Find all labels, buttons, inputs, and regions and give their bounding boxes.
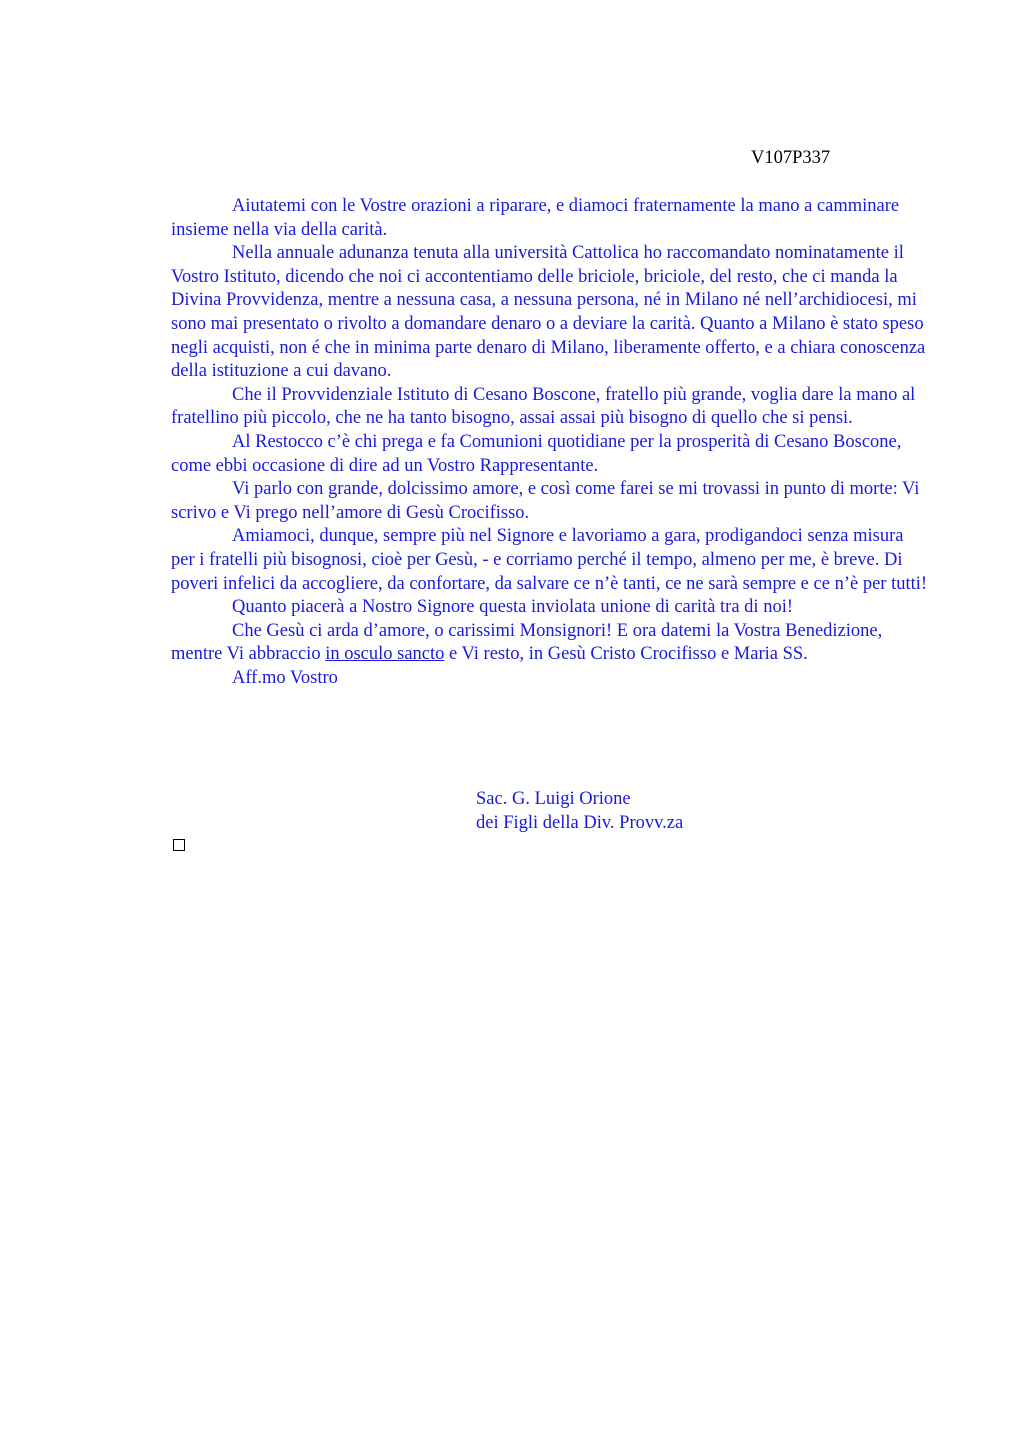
signature-title: dei Figli della Div. Provv.za [476, 812, 684, 833]
signature-name: Sac. G. Luigi Orione [476, 789, 631, 809]
empty-checkbox-icon [173, 839, 185, 851]
paragraph-2: Nella annuale adunanza tenuta alla università Cattolica ho raccomandato nominatamente il Vostro Istituto, dicendo che noi ci accontentiamo delle briciole, briciole, del resto, che ci manda la Divina Provvidenza, mentre a nessuna casa, a nessuna persona, né in Milano né nell’archidiocesi, mi sono mai presentato o rivolto a domandare denaro o a deviare la carità. Quanto a Milano è stato speso negli acquisti, non é che in minima parte denaro di Milano, liberamente offerto, e a chiara conoscenza della istituzione a cui davano. [171, 243, 926, 382]
closing-text-after: e Vi resto, in Gesù Cristo Crocifisso e Maria SS. [444, 644, 808, 665]
signature-block [476, 788, 683, 835]
closing-text-before: Che Gesù ci arda d’amore, o carissimi Monsignori! E ora datemi la Vostra Benedizione, mentre Vi abbraccio [171, 620, 883, 665]
letter-body [171, 195, 929, 690]
paragraph-7: Quanto piacerà a Nostro Signore questa inviolata unione di carità tra di noi! [232, 597, 793, 618]
paragraph-6: Amiamoci, dunque, sempre più nel Signore e lavoriamo a gara, prodigandoci senza misura per i fratelli più bisognosi, cioè per Gesù, - e corriamo perché il tempo, almeno per me, è breve. Di poveri infelici da accogliere, da confortare, da salvare ce n’è tanti, ce ne sarà sempre e ce n’è per tutti! [171, 526, 928, 594]
valediction: Aff.mo Vostro [232, 667, 338, 688]
reference-code: V107P337 [751, 148, 831, 168]
paragraph-4: Al Restocco c’è chi prega e fa Comunioni quotidiane per la prosperità di Cesano Boscone, come ebbi occasione di dire ad un Vostro Rappresentante. [171, 431, 902, 476]
paragraph-3: Che il Provvidenziale Istituto di Cesano Boscone, fratello più grande, voglia dare la mano al fratellino più piccolo, che ne ha tanto bisogno, assai assai più bisogno di quello che si pensi. [171, 384, 916, 429]
closing-paragraph [171, 620, 929, 667]
underlined-latin-phrase: in osculo sancto [325, 644, 445, 665]
paragraph-5: Vi parlo con grande, dolcissimo amore, e così come farei se mi trovassi in punto di morte: Vi scrivo e Vi prego nell’amore di Gesù Crocifisso. [171, 479, 920, 523]
paragraph-1: Aiutatemi con le Vostre orazioni a riparare, e diamoci fraternamente la mano a camminare insieme nella via della carità. [171, 196, 900, 240]
